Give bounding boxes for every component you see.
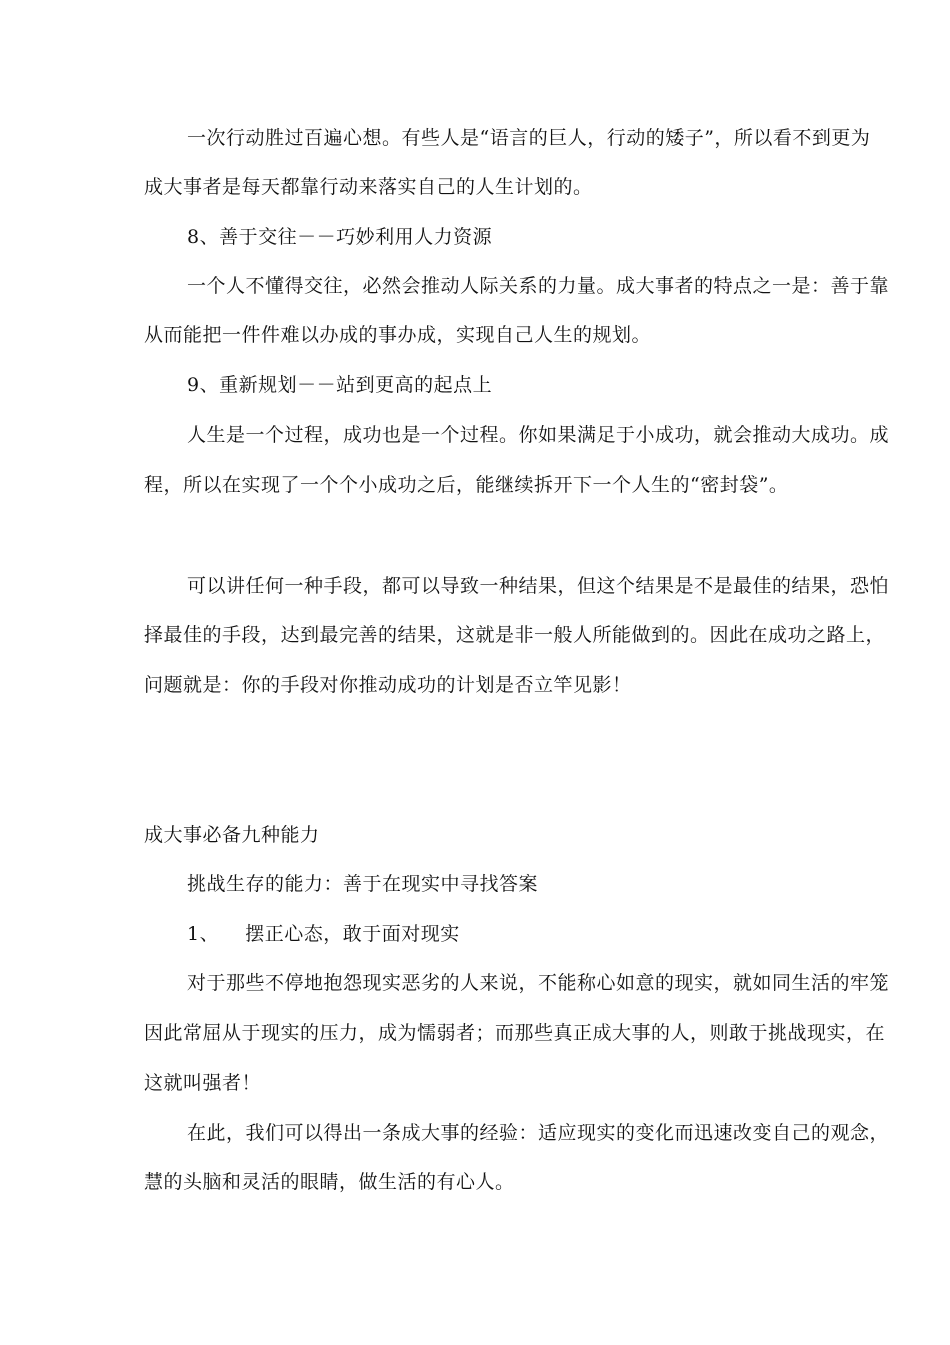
- numbered-heading: 1、 摆正心态，敢于面对现实: [187, 923, 460, 945]
- paragraph-line: 成大事者是每天都靠行动来落实自己的人生计划的。: [144, 176, 593, 198]
- paragraph-line: 因此常屈从于现实的压力，成为懦弱者；而那些真正成大事的人，则敢于挑战现实，在: [144, 1022, 886, 1044]
- paragraph-line: 择最佳的手段，达到最完善的结果，这就是非一般人所能做到的。因此在成功之路上，: [144, 624, 886, 646]
- paragraph-line: 可以讲任何一种手段，都可以导致一种结果，但这个结果是不是最佳的结果，恐怕: [187, 575, 890, 597]
- paragraph-line: 问题就是：你的手段对你推动成功的计划是否立竿见影！: [144, 674, 632, 696]
- paragraph-line: 慧的头脑和灵活的眼睛，做生活的有心人。: [144, 1171, 515, 1193]
- chapter-title: 成大事必备九种能力: [144, 824, 320, 846]
- paragraph-line: 程，所以在实现了一个个小成功之后，能继续拆开下一个人生的“密封袋”。: [144, 474, 789, 496]
- section-heading: 挑战生存的能力：善于在现实中寻找答案: [187, 873, 539, 895]
- paragraph-line: 一次行动胜过百遍心想。有些人是“语言的巨人，行动的矮子”，所以看不到更为: [187, 127, 871, 149]
- section-heading: 9、重新规划－－站到更高的起点上: [187, 374, 493, 396]
- paragraph-line: 在此，我们可以得出一条成大事的经验：适应现实的变化而迅速改变自己的观念，: [187, 1122, 890, 1144]
- paragraph-line: 对于那些不停地抱怨现实恶劣的人来说，不能称心如意的现实，就如同生活的牢笼: [187, 972, 890, 994]
- paragraph-line: 人生是一个过程，成功也是一个过程。你如果满足于小成功，就会推动大成功。成: [187, 424, 890, 446]
- section-heading: 8、善于交往－－巧妙利用人力资源: [187, 226, 493, 248]
- paragraph-line: 一个人不懂得交往，必然会推动人际关系的力量。成大事者的特点之一是：善于靠: [187, 275, 890, 297]
- paragraph-line: 这就叫强者！: [144, 1072, 262, 1094]
- paragraph-line: 从而能把一件件难以办成的事办成，实现自己人生的规划。: [144, 324, 652, 346]
